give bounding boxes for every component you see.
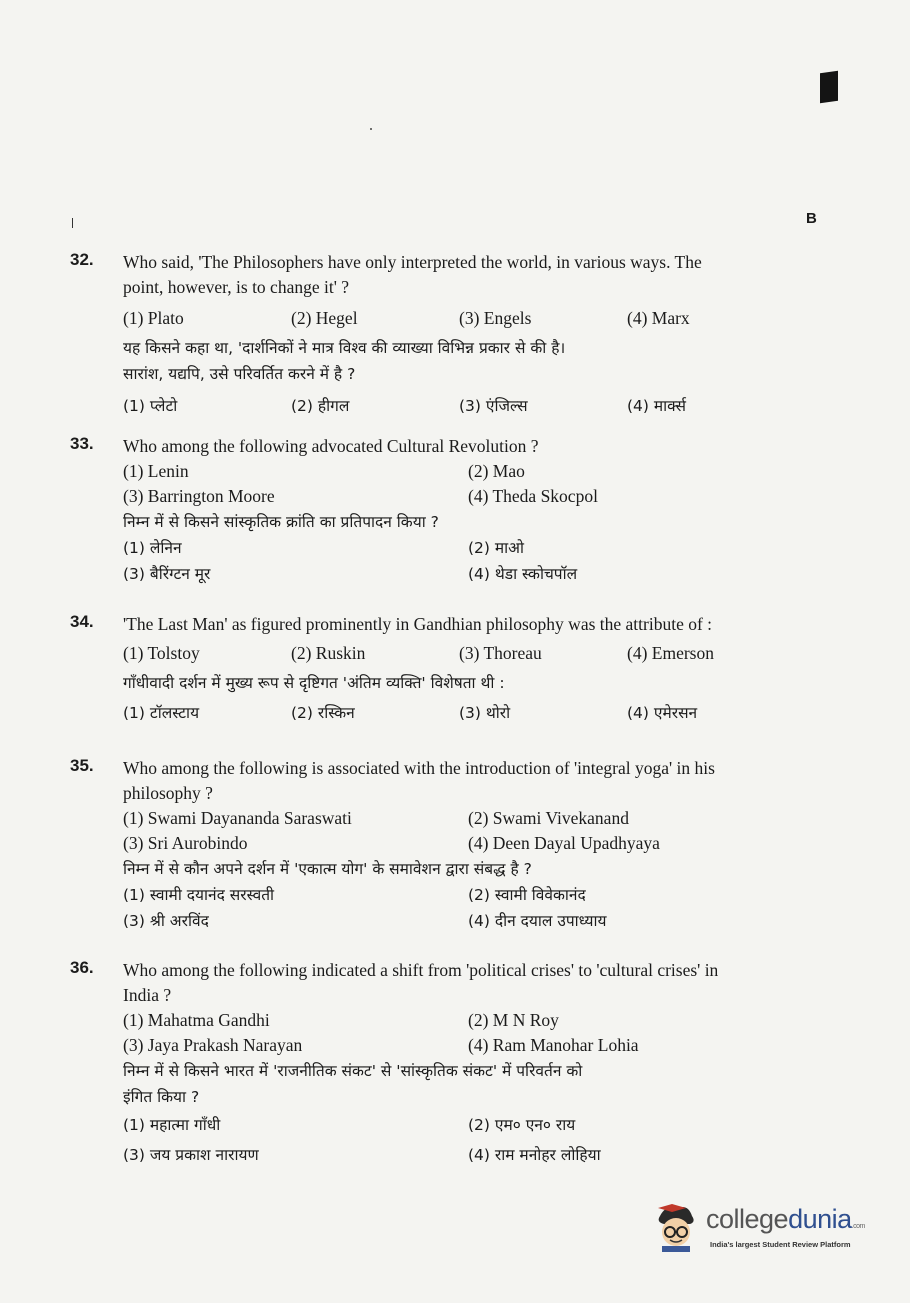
question-text-english: 'The Last Man' as figured prominently in Gandhian philosophy was the attribute of : [123,614,713,634]
option-2[interactable]: (2) Swami Vivekanand [468,808,629,828]
option-4-hindi[interactable]: (4) राम मनोहर लोहिया [468,1146,601,1164]
options-hindi [123,882,830,934]
question-text-hindi: निम्न में से किसने भारत में 'राजनीतिक संकट' से 'सांस्कृतिक संकट' में परिवर्तन को इंगित किया ? [123,1062,583,1106]
option-4-hindi[interactable]: (4) थेडा स्कोचपॉल [468,565,578,583]
brand-wordmark: collegedunia.com [706,1204,865,1234]
option-3[interactable]: (3) Barrington Moore [123,486,275,506]
options-hindi [123,535,830,587]
option-3-hindi[interactable]: (3) थोरो [459,704,511,722]
booklet-series: B [806,210,817,227]
option-3-hindi[interactable]: (3) बैरिंग्टन मूर [123,565,211,583]
student-mascot-icon [652,1202,700,1254]
options-hindi [123,1110,830,1170]
option-3[interactable]: (3) Thoreau [459,643,542,663]
option-3[interactable]: (3) Jaya Prakash Narayan [123,1035,303,1055]
option-1[interactable]: (1) Lenin [123,461,189,481]
question-number: 34. [70,612,94,631]
question-text-hindi: निम्न में से कौन अपने दर्शन में 'एकात्म योग' के समावेशन द्वारा संबद्ध है ? [123,860,532,878]
option-2-hindi[interactable]: (2) स्वामी विवेकानंद [468,886,586,904]
option-1[interactable]: (1) Tolstoy [123,643,200,663]
page-corner-mark [820,71,838,104]
option-1-hindi[interactable]: (1) स्वामी दयानंद सरस्वती [123,886,275,904]
brand-tagline: India's largest Student Review Platform [710,1240,851,1249]
options-hindi [123,700,830,726]
option-1-hindi[interactable]: (1) लेनिन [123,539,182,557]
options-english [123,459,830,509]
option-3-hindi[interactable]: (3) श्री अरविंद [123,912,209,930]
option-4[interactable]: (4) Deen Dayal Upadhyaya [468,833,660,853]
question-text-english: Who among the following advocated Cultural Revolution ? [123,436,539,456]
scan-speck [370,128,372,130]
option-4-hindi[interactable]: (4) एमेरसन [627,704,698,722]
option-3[interactable]: (3) Sri Aurobindo [123,833,248,853]
question-text-english: Who among the following indicated a shift from 'political crises' to 'cultural crises' in India ? [123,960,719,1005]
options-hindi [123,393,830,419]
option-1-hindi[interactable]: (1) प्लेटो [123,397,178,415]
question-text-hindi: निम्न में से किसने सांस्कृतिक क्रांति का प्रतिपादन किया ? [123,513,439,531]
question-number: 33. [70,434,94,453]
option-2-hindi[interactable]: (2) माओ [468,539,525,557]
options-english [123,306,830,331]
option-3-hindi[interactable]: (3) जय प्रकाश नारायण [123,1146,259,1164]
question-text-english: Who said, 'The Philosophers have only interpreted the world, in various ways. The point, however, is to change it' ? [123,252,702,297]
question-number: 36. [70,958,94,977]
options-english [123,641,830,666]
option-4[interactable]: (4) Ram Manohar Lohia [468,1035,639,1055]
collegedunia-watermark [652,1198,872,1268]
option-2[interactable]: (2) Ruskin [291,643,366,663]
options-english [123,1008,830,1058]
margin-tick [72,218,73,228]
question-text-hindi: यह किसने कहा था, 'दार्शनिकों ने मात्र विश्व की व्याख्या विभिन्न प्रकार से की है। सारांश, यद्यपि, उसे परिवर्तित करने में है ? [123,339,566,383]
option-4[interactable]: (4) Theda Skocpol [468,486,598,506]
option-3-hindi[interactable]: (3) एंजिल्स [459,397,528,415]
question-number: 32. [70,250,94,269]
option-3[interactable]: (3) Engels [459,308,532,328]
option-2[interactable]: (2) Mao [468,461,525,481]
option-2-hindi[interactable]: (2) हीगल [291,397,350,415]
option-2-hindi[interactable]: (2) एम० एन० राय [468,1116,576,1134]
option-2[interactable]: (2) Hegel [291,308,358,328]
option-1[interactable]: (1) Swami Dayananda Saraswati [123,808,352,828]
option-2[interactable]: (2) M N Roy [468,1010,559,1030]
options-english [123,806,830,856]
question-text-hindi: गाँधीवादी दर्शन में मुख्य रूप से दृष्टिगत 'अंतिम व्यक्ति' विशेषता थी : [123,674,505,692]
option-2-hindi[interactable]: (2) रस्किन [291,704,355,722]
option-4-hindi[interactable]: (4) दीन दयाल उपाध्याय [468,912,607,930]
question-text-english: Who among the following is associated with the introduction of 'integral yoga' in his philosophy ? [123,758,715,803]
option-1-hindi[interactable]: (1) टॉलस्टाय [123,704,200,722]
option-1[interactable]: (1) Mahatma Gandhi [123,1010,270,1030]
option-1-hindi[interactable]: (1) महात्मा गाँधी [123,1116,221,1134]
option-4-hindi[interactable]: (4) मार्क्स [627,397,686,415]
question-number: 35. [70,756,94,775]
option-1[interactable]: (1) Plato [123,308,184,328]
option-4[interactable]: (4) Emerson [627,643,714,663]
option-4[interactable]: (4) Marx [627,308,690,328]
